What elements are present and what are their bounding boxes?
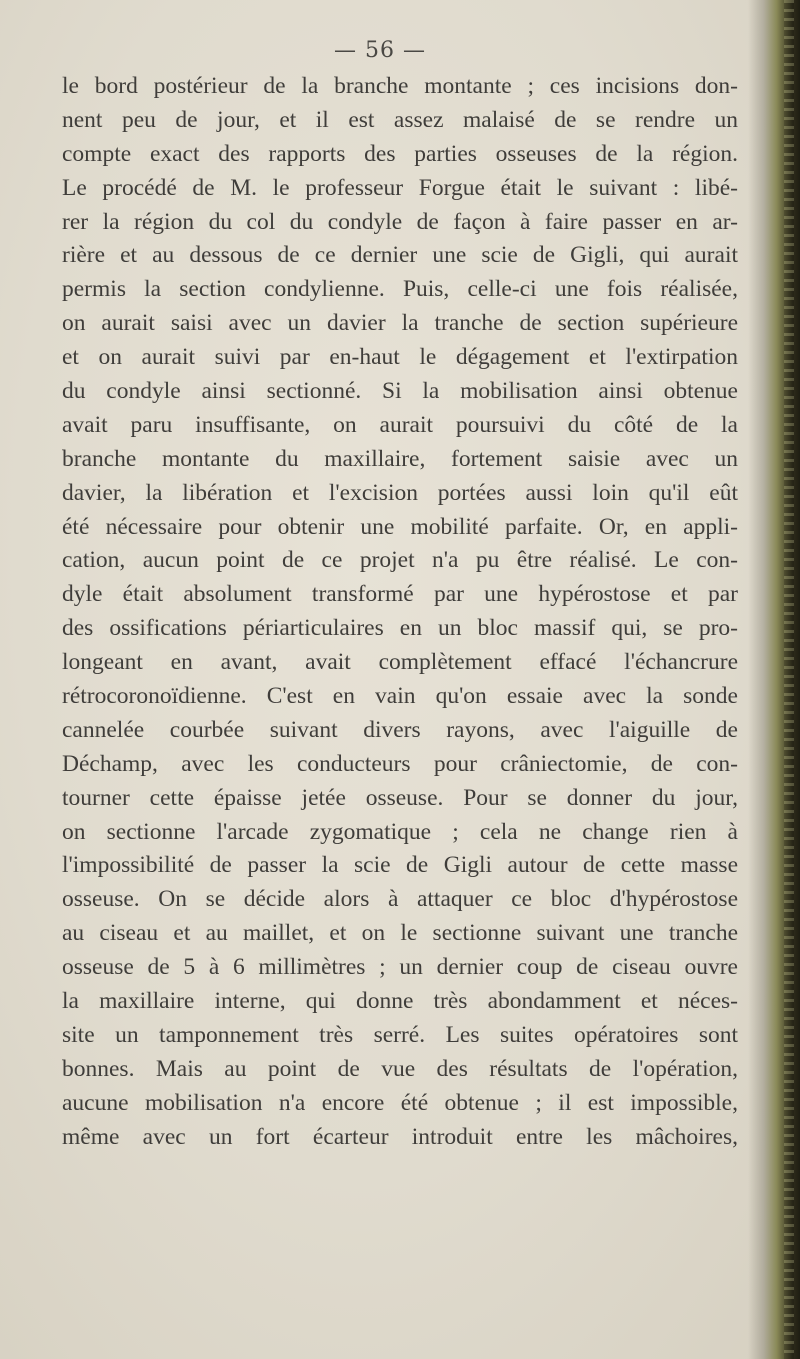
text-line: osseuse de 5 à 6 millimètres ; un dernier coup de ciseau ouvre — [62, 954, 738, 981]
text-line: on sectionne l'arcade zygomatique ; cela ne change rien à — [62, 818, 738, 845]
text-line: nent peu de jour, et il est assez malaisé de se rendre un — [62, 106, 738, 133]
text-line: cation, aucun point de ce projet n'a pu être réalisé. Le con- — [62, 547, 738, 574]
text-line: compte exact des rapports des parties osseuses de la région. — [62, 140, 738, 167]
text-line: Le procédé de M. le professeur Forgue était le suivant : libé- — [62, 174, 738, 201]
text-line: et on aurait suivi par en-haut le dégagement et l'extirpation — [62, 344, 738, 371]
text-line: bonnes. Mais au point de vue des résultats de l'opération, — [62, 1055, 738, 1082]
page-number: — 56 — — [334, 38, 426, 63]
text-line: Déchamp, avec les conducteurs pour crâniectomie, de con- — [62, 750, 738, 777]
body-text — [62, 70, 738, 1155]
text-line: du condyle ainsi sectionné. Si la mobilisation ainsi obtenue — [62, 378, 738, 405]
text-line: permis la section condylienne. Puis, celle-ci une fois réalisée, — [62, 276, 738, 303]
text-line: avait paru insuffisante, on aurait poursuivi du côté de la — [62, 411, 738, 438]
text-line: l'impossibilité de passer la scie de Gigli autour de cette masse — [62, 852, 738, 879]
text-line: le bord postérieur de la branche montante ; ces incisions don- — [62, 73, 738, 99]
text-line: longeant en avant, avait complètement effacé l'échancrure — [62, 649, 738, 676]
text-line: des ossifications périarticulaires en un bloc massif qui, se pro- — [62, 615, 738, 642]
text-line: même avec un fort écarteur introduit entre les mâchoires, — [62, 1123, 738, 1150]
text-line: la maxillaire interne, qui donne très abondamment et néces- — [62, 988, 738, 1015]
text-line: branche montante du maxillaire, fortement saisie avec un — [62, 445, 738, 472]
text-line: davier, la libération et l'excision portées aussi loin qu'il eût — [62, 479, 738, 506]
text-line: on aurait saisi avec un davier la tranche de section supérieure — [62, 310, 738, 337]
text-line: rétrocoronoïdienne. C'est en vain qu'on essaie avec la sonde — [62, 683, 738, 710]
book-binding-edge — [748, 0, 800, 1359]
text-line: dyle était absolument transformé par une hypérostose et par — [62, 581, 738, 608]
text-line: cannelée courbée suivant divers rayons, avec l'aiguille de — [62, 716, 738, 743]
text-line: au ciseau et au maillet, et on le sectionne suivant une tranche — [62, 920, 738, 947]
text-line: été nécessaire pour obtenir une mobilité parfaite. Or, en appli- — [62, 513, 738, 540]
text-line: rer la région du col du condyle de façon à faire passer en ar- — [62, 208, 738, 235]
text-line: tourner cette épaisse jetée osseuse. Pour se donner du jour, — [62, 784, 738, 811]
text-line: site un tamponnement très serré. Les suites opératoires sont — [62, 1021, 738, 1048]
text-line: aucune mobilisation n'a encore été obtenue ; il est impossible, — [62, 1089, 738, 1116]
text-line: osseuse. On se décide alors à attaquer ce bloc d'hypérostose — [62, 886, 738, 913]
text-line: rière et au dessous de ce dernier une scie de Gigli, qui aurait — [62, 242, 738, 269]
